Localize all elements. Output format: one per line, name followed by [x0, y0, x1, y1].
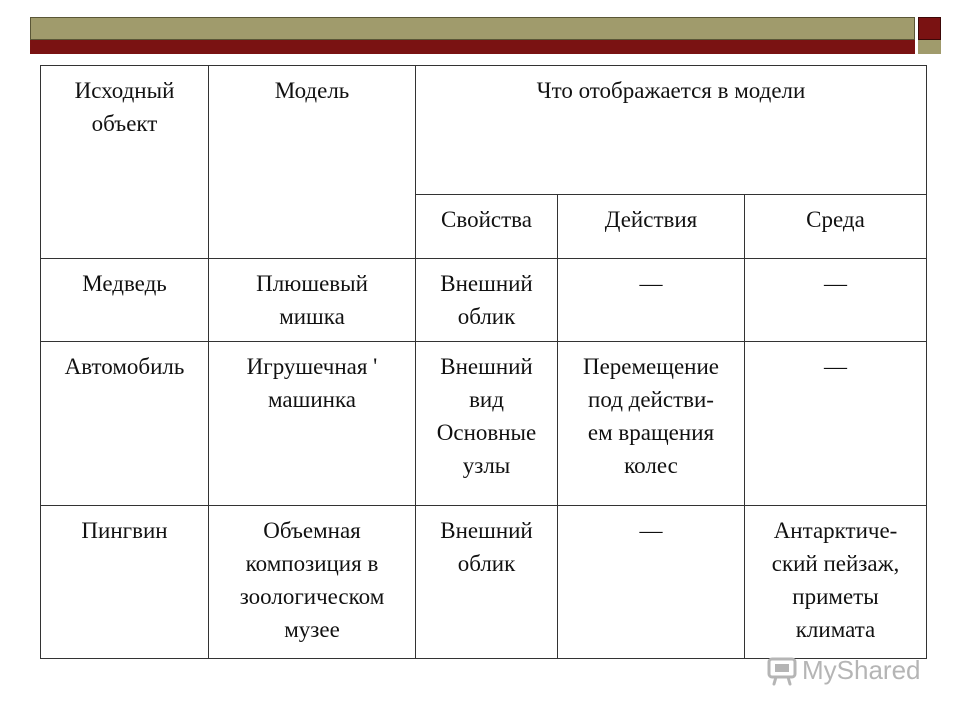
header-actions: Действия: [558, 195, 745, 259]
header-properties: Свойства: [416, 195, 558, 259]
cell-properties: Внешний вид Основные узлы: [416, 342, 558, 506]
header-band-olive: [30, 17, 915, 40]
header-source-object: Исходный объект: [41, 66, 209, 259]
cell-object: Автомобиль: [41, 342, 209, 506]
cell-actions: —: [558, 506, 745, 659]
cell-environment: Антарктиче- ский пейзаж, приметы климата: [745, 506, 927, 659]
myshared-logo-icon: [766, 656, 798, 686]
cell-actions: Перемещение под действи- ем вращения колес: [558, 342, 745, 506]
cell-properties: Внешний облик: [416, 506, 558, 659]
table-header-row: [41, 66, 927, 195]
cell-model: Объемная композиция в зоологическом музее: [209, 506, 416, 659]
cell-object: Медведь: [41, 259, 209, 342]
header-square-olive: [918, 40, 941, 54]
table-row: [41, 506, 927, 659]
header-band-maroon: [30, 40, 915, 54]
table-row: [41, 342, 927, 506]
table-row: [41, 259, 927, 342]
header-what-displayed: Что отображается в модели: [416, 66, 927, 195]
header-environment: Среда: [745, 195, 927, 259]
watermark-text: MyShared: [802, 655, 921, 685]
models-table: [40, 65, 927, 659]
cell-properties: Внешний облик: [416, 259, 558, 342]
myshared-watermark: [766, 655, 921, 686]
cell-model: Плюшевый мишка: [209, 259, 416, 342]
cell-environment: —: [745, 259, 927, 342]
cell-actions: —: [558, 259, 745, 342]
cell-model: Игрушечная ' машинка: [209, 342, 416, 506]
header-square-maroon: [918, 17, 941, 40]
header-model: Модель: [209, 66, 416, 259]
cell-object: Пингвин: [41, 506, 209, 659]
cell-environment: —: [745, 342, 927, 506]
